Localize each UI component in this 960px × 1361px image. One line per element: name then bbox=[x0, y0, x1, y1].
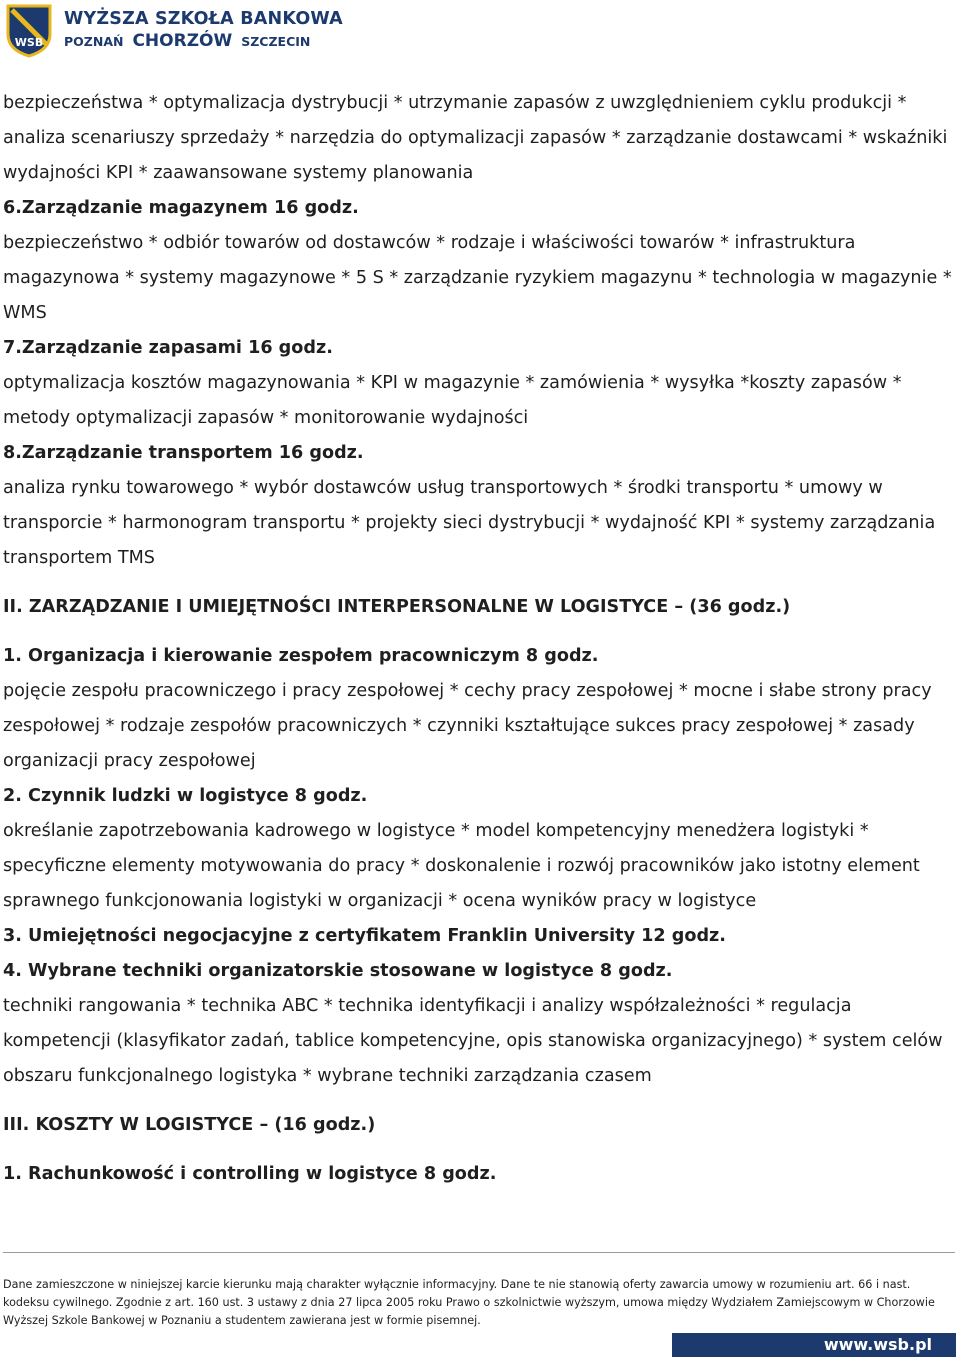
curriculum-content bbox=[3, 86, 953, 1192]
section-2-item-1-text: pojęcie zespołu pracowniczego i pracy zespołowej * cechy pracy zespołowej * mocne i słabe strony pracy zespołowej * rodzaje zespołów pracowniczych * czynniki kształtujące sukces pracy zespołowej * zasady organizacji pracy zespołowej bbox=[3, 681, 932, 771]
section-2-item-3-title: 3. Umiejętności negocjacyjne z certyfikatem Franklin University 12 godz. bbox=[3, 926, 726, 946]
website-banner bbox=[672, 1333, 956, 1357]
campus-list bbox=[64, 31, 343, 52]
item-8-title: 8.Zarządzanie transportem 16 godz. bbox=[3, 443, 364, 463]
item-7-text: optymalizacja kosztów magazynowania * KPI w magazynie * zamówienia * wysyłka *koszty zapasów * metody optymalizacji zapasów * monitorowanie wydajności bbox=[3, 373, 902, 428]
website-link[interactable]: www.wsb.pl bbox=[823, 1335, 932, 1354]
section-2-item-2-text: określanie zapotrzebowania kadrowego w logistyce * model kompetencyjny menedżera logistyki * specyficzne elementy motywowania do pracy * doskonalenie i rozwój pracowników jako istotny element sprawnego funkcjonowania logistyki w organizacji * ocena wyników pracy w logistyce bbox=[3, 821, 920, 911]
campus-chorzow: CHORZÓW bbox=[132, 31, 233, 51]
section-2-item-4-text: techniki rangowania * technika ABC * technika identyfikacji i analizy współzależności * regulacja kompetencji (klasyfikator zadań, tablice kompetencyjne, opis stanowiska organizacyjnego) * system celów obszaru funkcjonalnego logistyka * wybrane techniki zarządzania czasem bbox=[3, 996, 943, 1086]
section-2-item-4-title: 4. Wybrane techniki organizatorskie stosowane w logistyce 8 godz. bbox=[3, 961, 673, 981]
section-2-item-1-title: 1. Organizacja i kierowanie zespołem pracowniczym 8 godz. bbox=[3, 646, 599, 666]
item-6-title: 6.Zarządzanie magazynem 16 godz. bbox=[3, 198, 359, 218]
campus-szczecin: SZCZECIN bbox=[241, 34, 311, 49]
section-2-item-2-title: 2. Czynnik ludzki w logistyce 8 godz. bbox=[3, 786, 368, 806]
wsb-shield-icon bbox=[6, 4, 52, 58]
school-name: WYŻSZA SZKOŁA BANKOWA bbox=[64, 9, 343, 29]
section-3-title: III. KOSZTY W LOGISTYCE – (16 godz.) bbox=[3, 1115, 376, 1135]
footer-disclaimer: Dane zamieszczone w niniejszej karcie kierunku mają charakter wyłącznie informacyjny. Dane te nie stanowią oferty zawarcia umowy w rozumieniu art. 66 i nast. kodeksu cywilnego. Zgodnie z art. 160 ust. 3 ustawy z dnia 27 lipca 2005 roku Prawo o szkolnictwie wyższym, umowa między Wydziałem Zamiejscowym w Chorzowie Wyższej Szkole Bankowej w Poznaniu a studentem zawierana jest w formie pisemnej. bbox=[3, 1278, 935, 1327]
item-8-text: analiza rynku towarowego * wybór dostawców usług transportowych * środki transportu * umowy w transporcie * harmonogram transportu * projekty sieci dystrybucji * wydajność KPI * systemy zarządzania transportem TMS bbox=[3, 478, 936, 568]
item-6-text: bezpieczeństwo * odbiór towarów od dostawców * rodzaje i właściwości towarów * infrastruktura magazynowa * systemy magazynowe * 5 S * zarządzanie ryzykiem magazynu * technologia w magazynie * WMS bbox=[3, 233, 952, 323]
section-2-title: II. ZARZĄDZANIE I UMIEJĘTNOŚCI INTERPERSONALNE W LOGISTYCE – (36 godz.) bbox=[3, 597, 791, 617]
section-3-item-1-title: 1. Rachunkowość i controlling w logistyce 8 godz. bbox=[3, 1164, 497, 1184]
university-logo bbox=[6, 4, 343, 58]
item-7-title: 7.Zarządzanie zapasami 16 godz. bbox=[3, 338, 333, 358]
footer-divider bbox=[3, 1252, 955, 1253]
logo-text: WSB bbox=[14, 36, 44, 49]
intro-paragraph: bezpieczeństwa * optymalizacja dystrybucji * utrzymanie zapasów z uwzględnieniem cyklu produkcji * analiza scenariuszy sprzedaży * narzędzia do optymalizacji zapasów * zarządzanie dostawcami * wskaźniki wydajności KPI * zaawansowane systemy planowania bbox=[3, 93, 948, 183]
campus-poznan: POZNAŃ bbox=[64, 34, 124, 49]
